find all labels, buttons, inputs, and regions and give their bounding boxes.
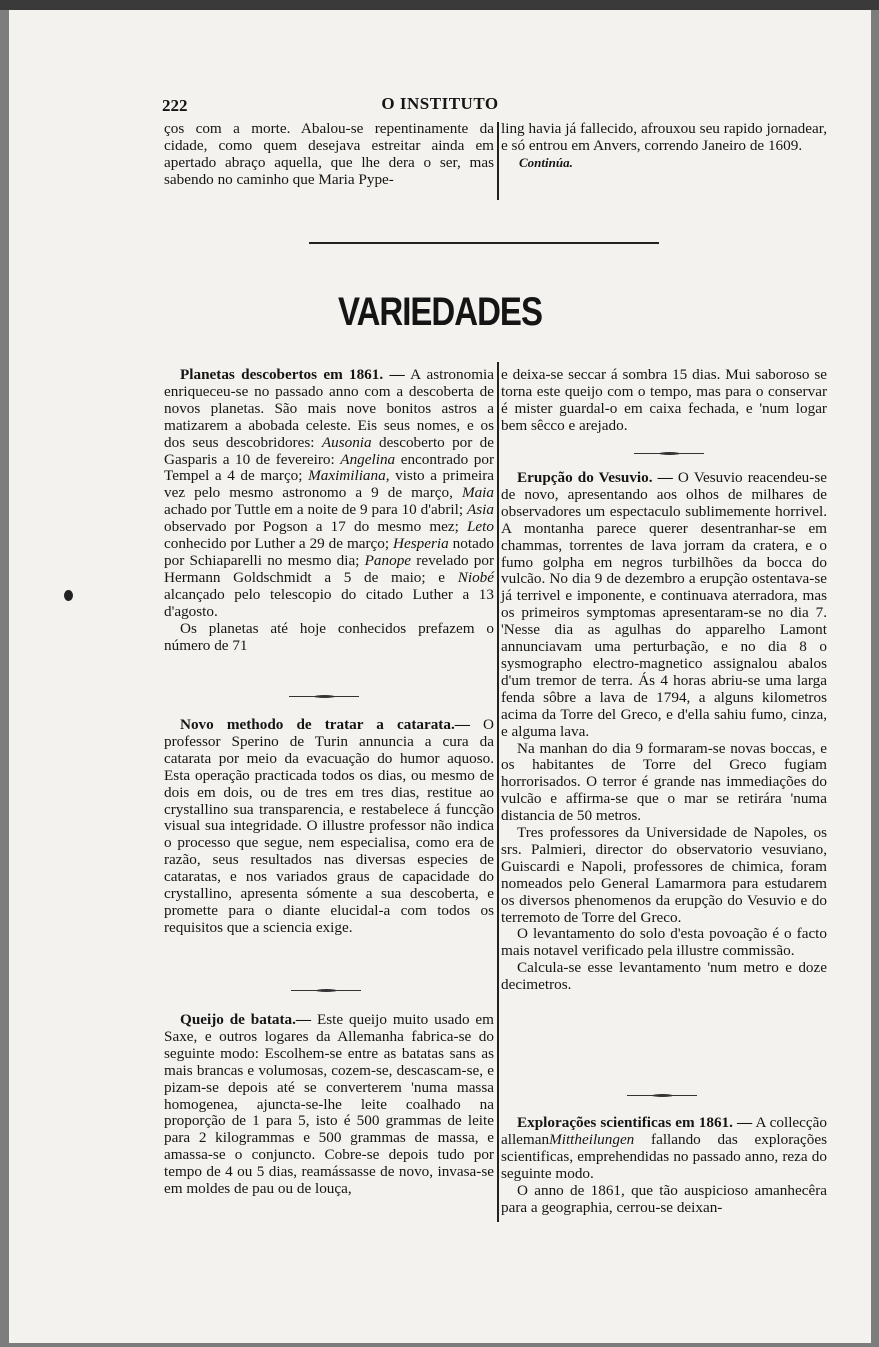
article-heading: Queijo de batata.— bbox=[180, 1011, 312, 1028]
column-divider-main bbox=[497, 362, 499, 1222]
document-page bbox=[9, 10, 871, 1343]
article-paragraph: O levantamento do solo d'esta povoação é o facto mais notavel verificado pela illustre commissão. bbox=[501, 925, 827, 960]
article-paragraph: Queijo de batata.— Este queijo muito usado em Saxe, e outros logares da Allemanha fabrica-se do seguinte modo: Escolhem-se entre as batatas sans as mais brancas e volumosas, cozem-se, descascam-se, e pizam-se depois até se converterem 'numa massa homogenea, ajuncta-se-lhe leite coalhado na proporção de 1 para 5, isto é 500 grammas de leite para 2 kilogrammas e 500 grammas de massa, e amassa-se o conjuncto. Cobre-se depois tudo por tempo de 4 ou 5 dias, reamássasse de novo, invasa-se em moldes de pau ou de louça, bbox=[164, 1011, 494, 1198]
article-vesuvio bbox=[501, 470, 827, 994]
section-title: VARIEDADES bbox=[338, 289, 542, 334]
article-paragraph: Os planetas até hoje conhecidos prefazem o número de 71 bbox=[164, 619, 494, 654]
section-rule bbox=[309, 242, 659, 244]
article-heading: Novo methodo de tratar a catarata.— bbox=[180, 716, 470, 733]
ornament-rule bbox=[289, 696, 359, 697]
ink-blot bbox=[64, 590, 73, 601]
paragraph: ling havia já fallecido, afrouxou seu rapido jornadear, e só entrou em Anvers, correndo Janeiro de 1609. bbox=[501, 120, 827, 154]
article-paragraph: Explorações scientificas em 1861. — A collecção allemanMittheilungen fallando das explorações scientificas, emprehendidas no passado anno, reza do seguinte modo. bbox=[501, 1114, 828, 1182]
article-paragraph: O anno de 1861, que tão auspicioso amanhecêra para a geographia, cerrou-se deixan- bbox=[501, 1181, 827, 1216]
article-heading: Explorações scientificas em 1861. — bbox=[517, 1114, 753, 1131]
article-paragraph: e deixa-se seccar á sombra 15 dias. Mui saboroso se torna este queijo com o tempo, mas para o conservar é mister guardal-o em caixa fechada, e 'num logar bem sêcco e arejado. bbox=[501, 366, 827, 434]
scanner-edge bbox=[0, 0, 879, 10]
article-heading: Planetas descobertos em 1861. — bbox=[180, 366, 405, 383]
column-divider-top bbox=[497, 122, 499, 200]
article-paragraph: Novo methodo de tratar a catarata.— O professor Sperino de Turin annuncia a cura da catarata por meio da evacuação do humor aquoso. Esta operação practicada todos os dias, ou mesmo de dois em dois, ou de tres em tres dias, restitue ao crystallino sua transparencia, e restabelece á funcção visual sua integridade. O illustre professor não indica o processo que segue, nem especialisa, como era de razão, seus resultados nas diversas especies de cataratas, e nos variados graus de capacidade do crystallino, apresenta sómente a sua descoberta, e promette para o diante elucidal-a com todos os requisitos que a sciencia exige. bbox=[164, 716, 495, 936]
continua-note: Continúa. bbox=[519, 154, 573, 170]
paragraph: ços com a morte. Abalou-se repentinamente da cidade, como quem desejava estreitar ainda em apertado abraço aquella, que lhe dera o ser, mas sabendo no caminho que Maria Pype- bbox=[164, 120, 494, 188]
continuation-right bbox=[501, 121, 827, 172]
article-heading: Erupção do Vesuvio. — bbox=[517, 469, 673, 486]
running-header: O INSTITUTO bbox=[381, 94, 499, 113]
article-paragraph: Tres professores da Universidade de Napoles, os srs. Palmieri, director do observatorio vesuviano, Guiscardi e Napoli, professores de chimica, foram nomeados pelo General Lamarmora para estudarem os diversos phenomenos da erupção do Vesuvio e do terremoto de Torre del Greco. bbox=[501, 824, 827, 926]
article-planetas bbox=[164, 367, 494, 654]
article-queijo-left bbox=[164, 1012, 494, 1198]
article-catarata bbox=[164, 717, 494, 937]
article-paragraph: Erupção do Vesuvio. — O Vesuvio reacendeu-se de novo, apresentando aos olhos de milhares de observadores um espectaculo sublimemente horrivel. A montanha parece querer desentranhar-se em chammas, torrentes de lava jorram da cratera, e o fumo golpha em negros turbilhões da bocca do vulcão. No dia 9 de dezembro a erupção ostentava-se já terrivel e imponente, e continuava aterradora, mas os primeiros symptomas apresentaram-se no dia 7. 'Nesse dia as agulhas do apparelho Lamont annunciavam uma perturbação, e no dia 8 o sysmographo electro-magnetico assignalou abalos d'um tremor de terra. Ás 4 horas abriu-se uma larga fenda sôbre a lava de 1794, a alguns kilometros acima da Torre del Greco, e d'ella sahiu fumo, cinza, e alguma lava. bbox=[501, 469, 827, 740]
continuation-left bbox=[164, 121, 494, 189]
article-queijo-right bbox=[501, 367, 827, 435]
ornament-rule bbox=[291, 990, 361, 991]
article-paragraph: Na manhan do dia 9 formaram-se novas boccas, e os habitantes de Torre del Greco fugiam horrorisados. O terror é grande nas immediações do vulcão e affirma-se que o mar se retirára 'numa distancia de 50 metros. bbox=[501, 739, 827, 825]
ornament-rule bbox=[634, 453, 704, 454]
ornament-rule bbox=[627, 1095, 697, 1096]
page-number: 222 bbox=[162, 96, 188, 115]
article-paragraph: Planetas descobertos em 1861. — A astronomia enriqueceu-se no passado anno com a descoberta de novos planetas. São mais nove bonitos astros a matizarem a abobada celeste. Eis seus nomes, e os dos seus descobridores: Ausonia descoberto por de Gasparis a 10 de fevereiro: Angelina encontrado por Tempel a 4 de março; Maximiliana, visto a primeira vez pelo mesmo astronomo a 9 de março, Maia achado por Tuttle em a noite de 9 para 10 d'abril; Asia observado por Pogson a 17 do mesmo mez; Leto conhecido por Luther a 29 de março; Hesperia notado por Schiaparelli no mesmo dia; Panope revelado por Hermann Goldschmidt a 5 de maio; e Niobé alcançado pelo telescopio do citado Luther a 13 d'agosto. bbox=[164, 366, 495, 620]
article-exploracoes bbox=[501, 1115, 827, 1216]
article-paragraph: Calcula-se esse levantamento 'num metro e doze decimetros. bbox=[501, 959, 827, 994]
